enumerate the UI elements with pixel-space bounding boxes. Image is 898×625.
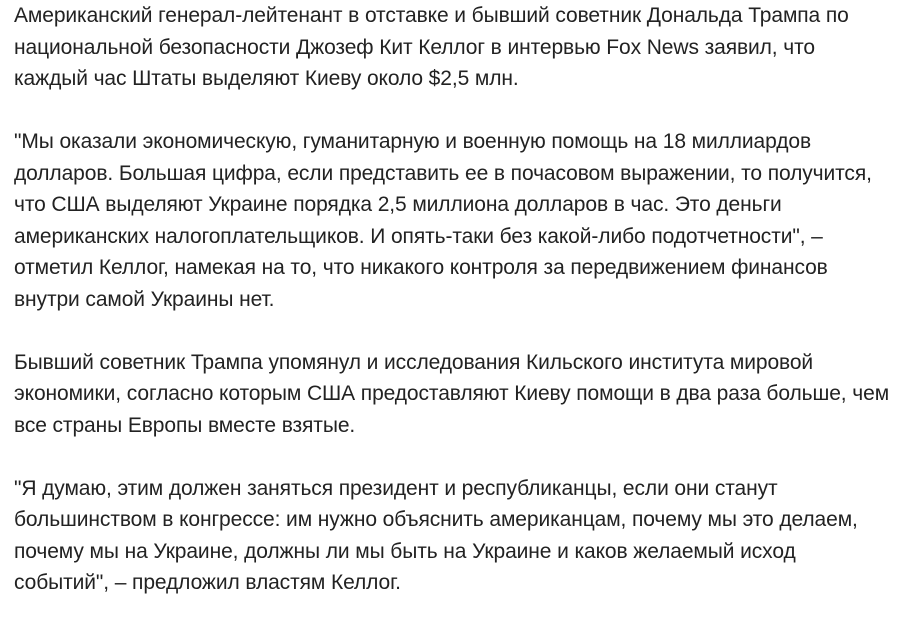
article-paragraph-3: Бывший советник Трампа упомянул и исследования Кильского института мировой экономики, согласно которым США предоставляют Киеву помощи в два раза больше, чем все страны Европы вместе взятые.: [14, 350, 890, 437]
article-paragraph-4: "Я думаю, этим должен заняться президент и республиканцы, если они станут большинством в конгрессе: им нужно объяснить американцам, почему мы это делаем, почему мы на Украине, должны ли мы быть на Украине и каков желаемый исход событий", – предложил властям Келлог.: [14, 476, 858, 594]
article-body: [14, 0, 892, 599]
article-paragraph-2: "Мы оказали экономическую, гуманитарную и военную помощь на 18 миллиардов долларов. Большая цифра, если представить ее в почасовом выражении, то получится, что США выделяют Украине порядка 2,5 миллиона долларов в час. Это деньги американских налогоплательщиков. И опять-таки без какой-либо подотчетности", – отметил Келлог, намекая на то, что никакого контроля за передвижением финансов внутри самой Украины нет.: [14, 130, 872, 311]
article-paragraph-1: Американский генерал-лейтенант в отставке и бывший советник Дональда Трампа по национальной безопасности Джозеф Кит Келлог в интервью Fox News заявил, что каждый час Штаты выделяют Киеву около $2,5 млн.: [14, 4, 849, 90]
